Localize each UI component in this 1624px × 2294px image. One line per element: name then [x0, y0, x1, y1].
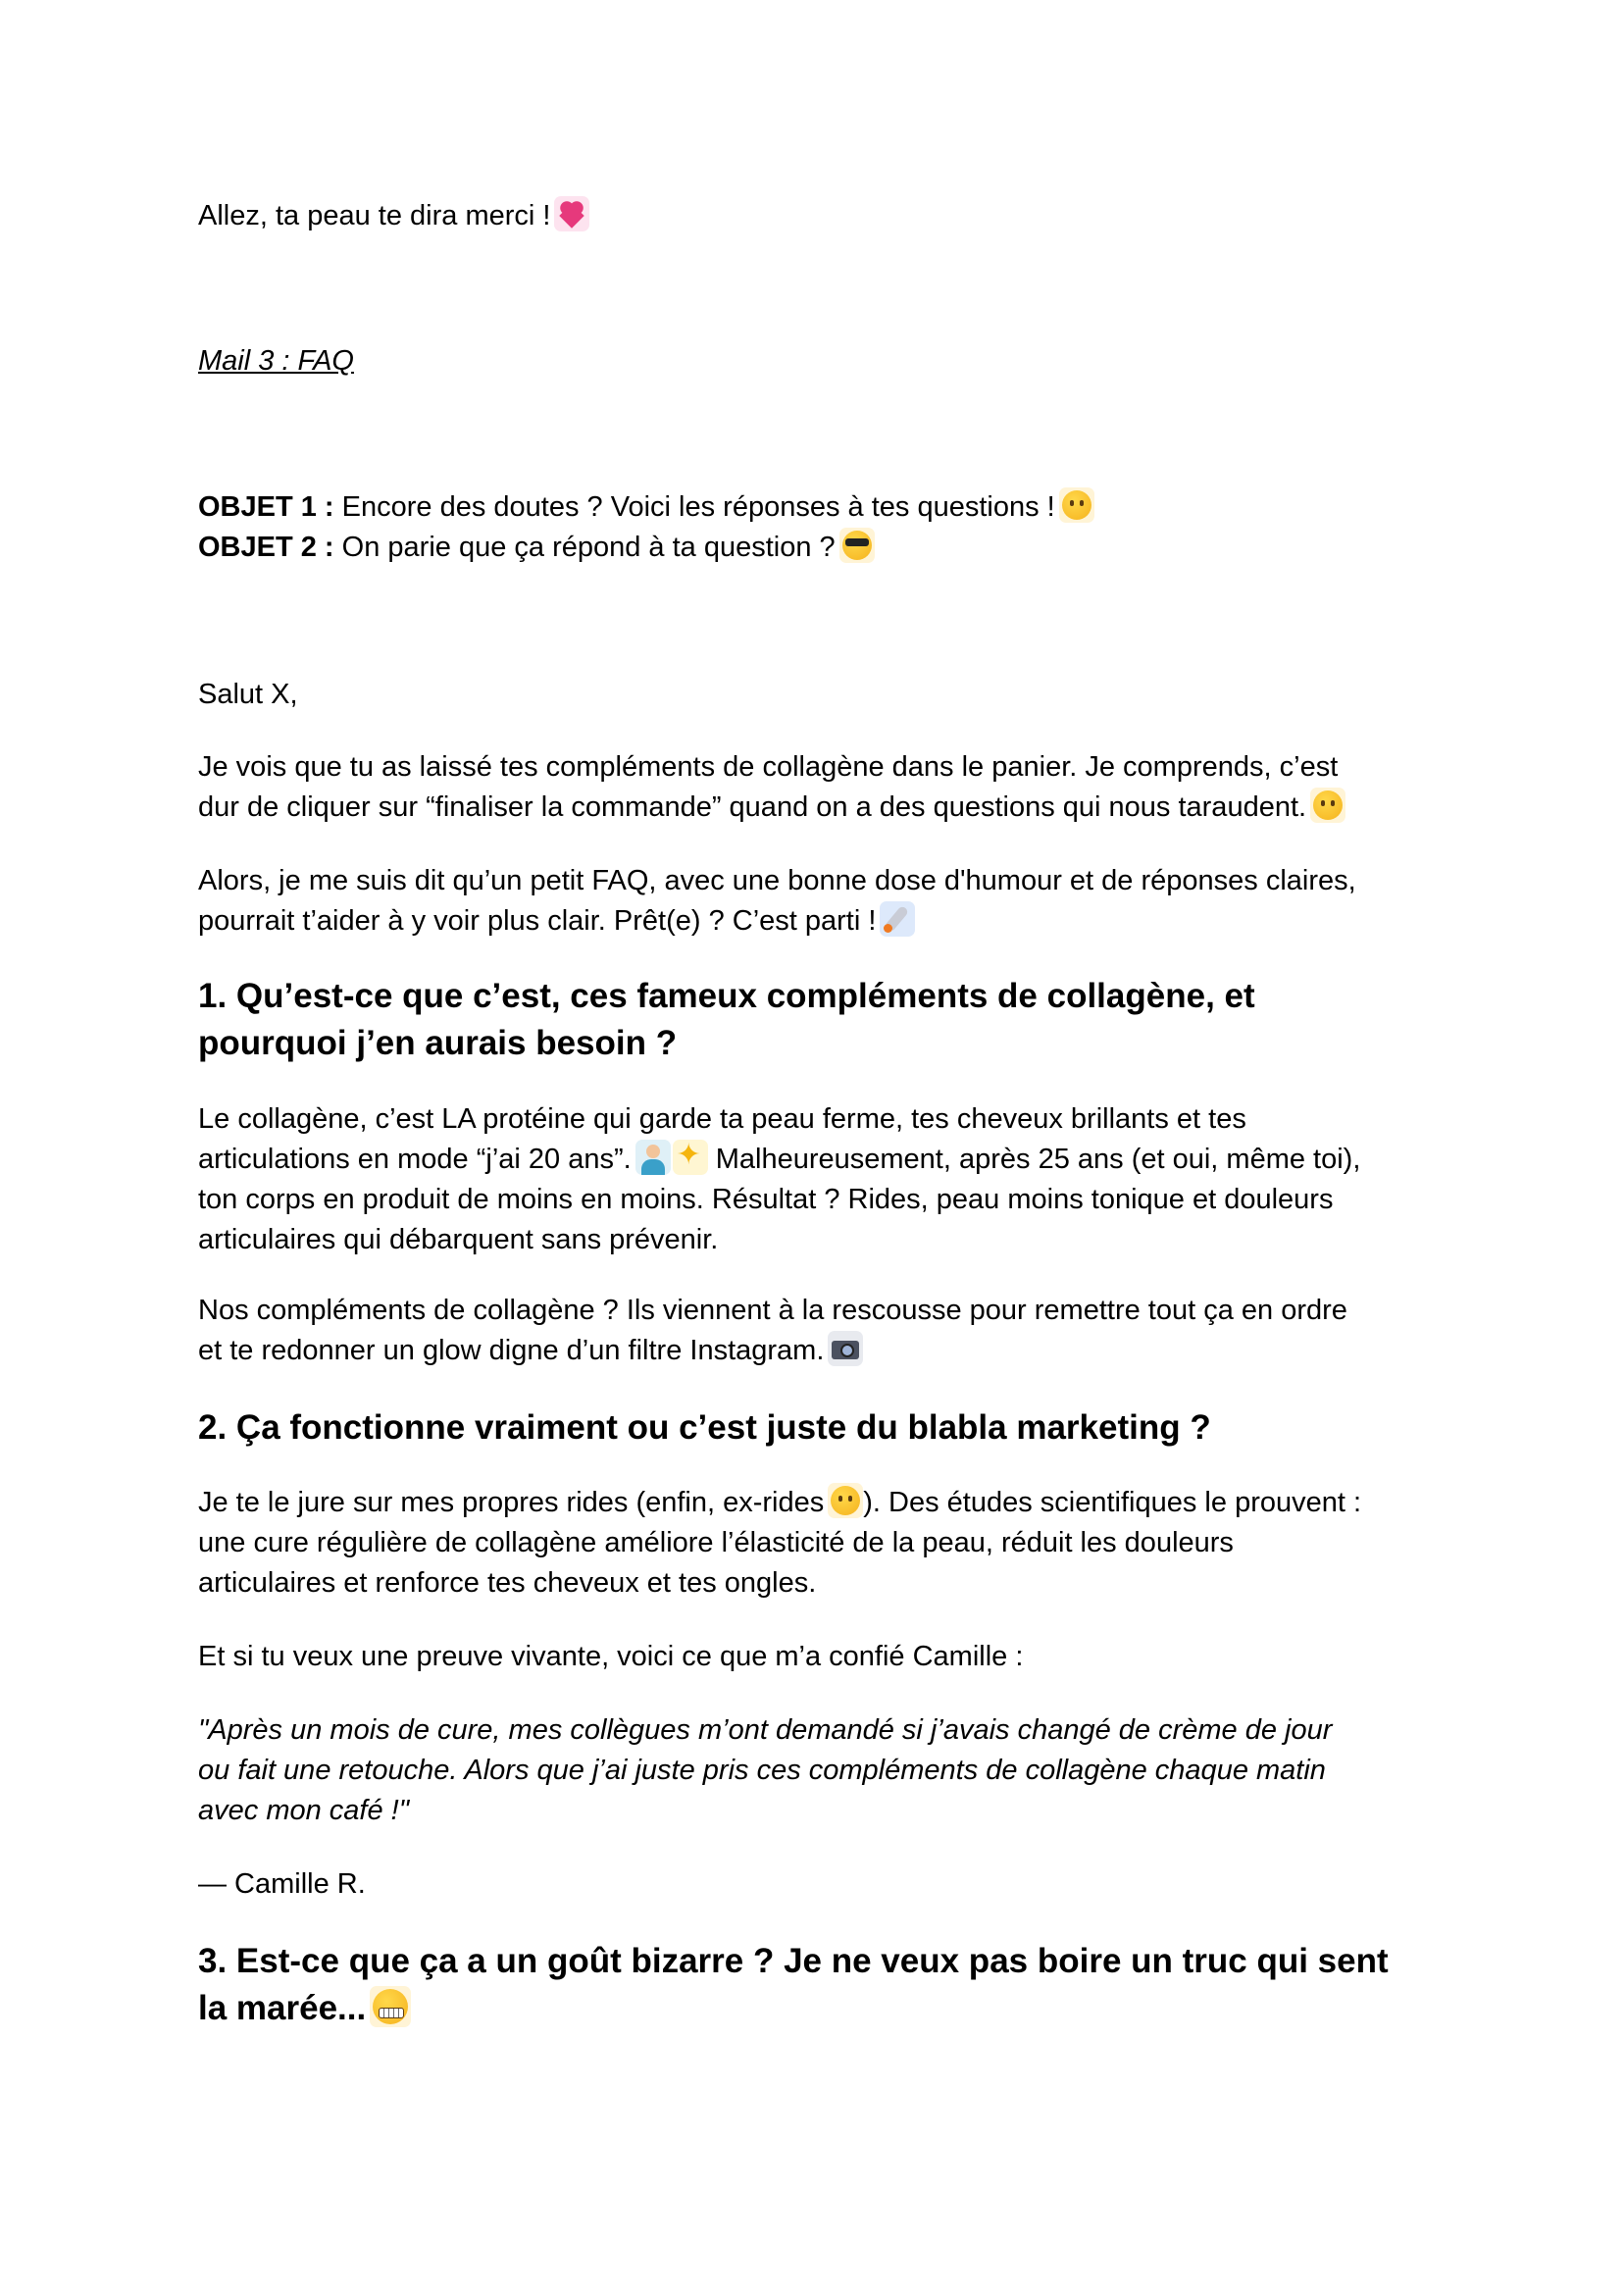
- intro2-paragraph: [198, 861, 1444, 942]
- sparkling-heart-icon: [554, 196, 589, 231]
- quote-line-3: avec mon café !": [198, 1795, 410, 1826]
- intro-line-1: Je vois que tu as laissé tes compléments de collagène dans le panier. Je comprends, c’est: [198, 751, 1339, 783]
- faq1-paragraph-2: [198, 1291, 1444, 1371]
- subject-2-text: On parie que ça répond à ta question ?: [341, 532, 836, 563]
- faq1-p1-line-2: [198, 1140, 1444, 1180]
- subject-1-text: Encore des doutes ? Voici les réponses à tes questions !: [341, 491, 1055, 523]
- faq1-p1-line-4: articulaires qui débarquent sans prévenir.: [198, 1224, 719, 1255]
- faq3-heading-line-1: 3. Est-ce que ça a un goût bizarre ? Je ne veux pas boire un truc qui sent: [198, 1942, 1389, 1980]
- intro2-line-2: [198, 901, 1444, 942]
- subject-2: [198, 528, 1444, 568]
- faq2-p1-line-2: une cure régulière de collagène améliore l’élasticité de la peau, réduit les douleurs: [198, 1527, 1234, 1558]
- camera-flash-icon: [828, 1331, 863, 1366]
- faq1-heading-line-1: 1. Qu’est-ce que c’est, ces fameux compléments de collagène, et: [198, 977, 1255, 1015]
- person-in-steam-icon: [635, 1140, 671, 1175]
- faq2-p1-line-1b: ). Des études scientifiques le prouvent :: [863, 1487, 1362, 1518]
- faq2-paragraph-2: Et si tu veux une preuve vivante, voici ce que m’a confié Camille :: [198, 1641, 1024, 1672]
- faq1-paragraph-1: [198, 1099, 1444, 1260]
- faq2-p1-line-1a: Je te le jure sur mes propres rides (enfin, ex-rides: [198, 1487, 825, 1518]
- intro2-line-2-text: pourrait t’aider à y voir plus clair. Prêt(e) ? C’est parti !: [198, 905, 877, 937]
- testimonial-quote: [198, 1710, 1444, 1831]
- faq1-p1-line-3: ton corps en produit de moins en moins. Résultat ? Rides, peau moins tonique et douleurs: [198, 1184, 1334, 1215]
- sunglasses-face-icon: [839, 528, 875, 563]
- subject-2-label: OBJET 2 :: [198, 532, 334, 563]
- rocket-icon: [880, 901, 915, 937]
- grimacing-face-icon: [370, 1986, 411, 2027]
- faq3-heading: [198, 1938, 1463, 2032]
- testimonial-attribution: — Camille R.: [198, 1868, 366, 1900]
- closing-paragraph: [198, 196, 1444, 236]
- sparkles-icon: [673, 1140, 708, 1175]
- faq1-p2-line-2: [198, 1331, 1444, 1371]
- faq1-p2-line-2-text: et te redonner un glow digne d’un filtre Instagram.: [198, 1335, 825, 1366]
- subject-1: [198, 487, 1444, 528]
- subject-lines: [198, 487, 1444, 568]
- intro-paragraph: [198, 747, 1444, 828]
- faq2-p1-line-3: articulaires et renforce tes cheveux et tes ongles.: [198, 1567, 817, 1599]
- quote-line-1: "Après un mois de cure, mes collègues m’ont demandé si j’avais changé de crème de jour: [198, 1714, 1333, 1746]
- faq1-p1-line-2a: articulations en mode “j’ai 20 ans”.: [198, 1144, 632, 1175]
- intro-line-2-text: dur de cliquer sur “finaliser la commande” quand on a des questions qui nous taraudent.: [198, 791, 1307, 823]
- faq2-paragraph-1: [198, 1483, 1444, 1604]
- closing-text: Allez, ta peau te dira merci !: [198, 200, 551, 231]
- raised-eyebrow-face-icon: [1310, 788, 1345, 823]
- greeting: Salut X,: [198, 679, 298, 710]
- thinking-face-icon: [1059, 487, 1094, 523]
- faq1-p1-line-2b: Malheureusement, après 25 ans (et oui, même toi),: [707, 1144, 1361, 1175]
- faq1-heading-line-2: pourquoi j’en aurais besoin ?: [198, 1024, 678, 1062]
- faq1-heading: [198, 973, 1463, 1067]
- faq1-p1-line-1: Le collagène, c’est LA protéine qui garde ta peau ferme, tes cheveux brillants et tes: [198, 1103, 1246, 1135]
- faq2-p1-line-1: [198, 1483, 1444, 1523]
- faq2-heading: 2. Ça fonctionne vraiment ou c’est juste du blabla marketing ?: [198, 1408, 1211, 1447]
- mail-title: Mail 3 : FAQ: [198, 345, 354, 377]
- quote-line-2: ou fait une retouche. Alors que j’ai juste pris ces compléments de collagène chaque matin: [198, 1755, 1326, 1786]
- subject-1-label: OBJET 1 :: [198, 491, 334, 523]
- intro-line-2: [198, 788, 1444, 828]
- winking-face-icon: [828, 1483, 863, 1518]
- faq3-heading-line-2-text: la marée...: [198, 1989, 367, 2027]
- intro2-line-1: Alors, je me suis dit qu’un petit FAQ, avec une bonne dose d'humour et de réponses claires,: [198, 865, 1356, 896]
- faq3-heading-line-2: [198, 1985, 1463, 2032]
- faq1-p2-line-1: Nos compléments de collagène ? Ils viennent à la rescousse pour remettre tout ça en ordre: [198, 1295, 1347, 1326]
